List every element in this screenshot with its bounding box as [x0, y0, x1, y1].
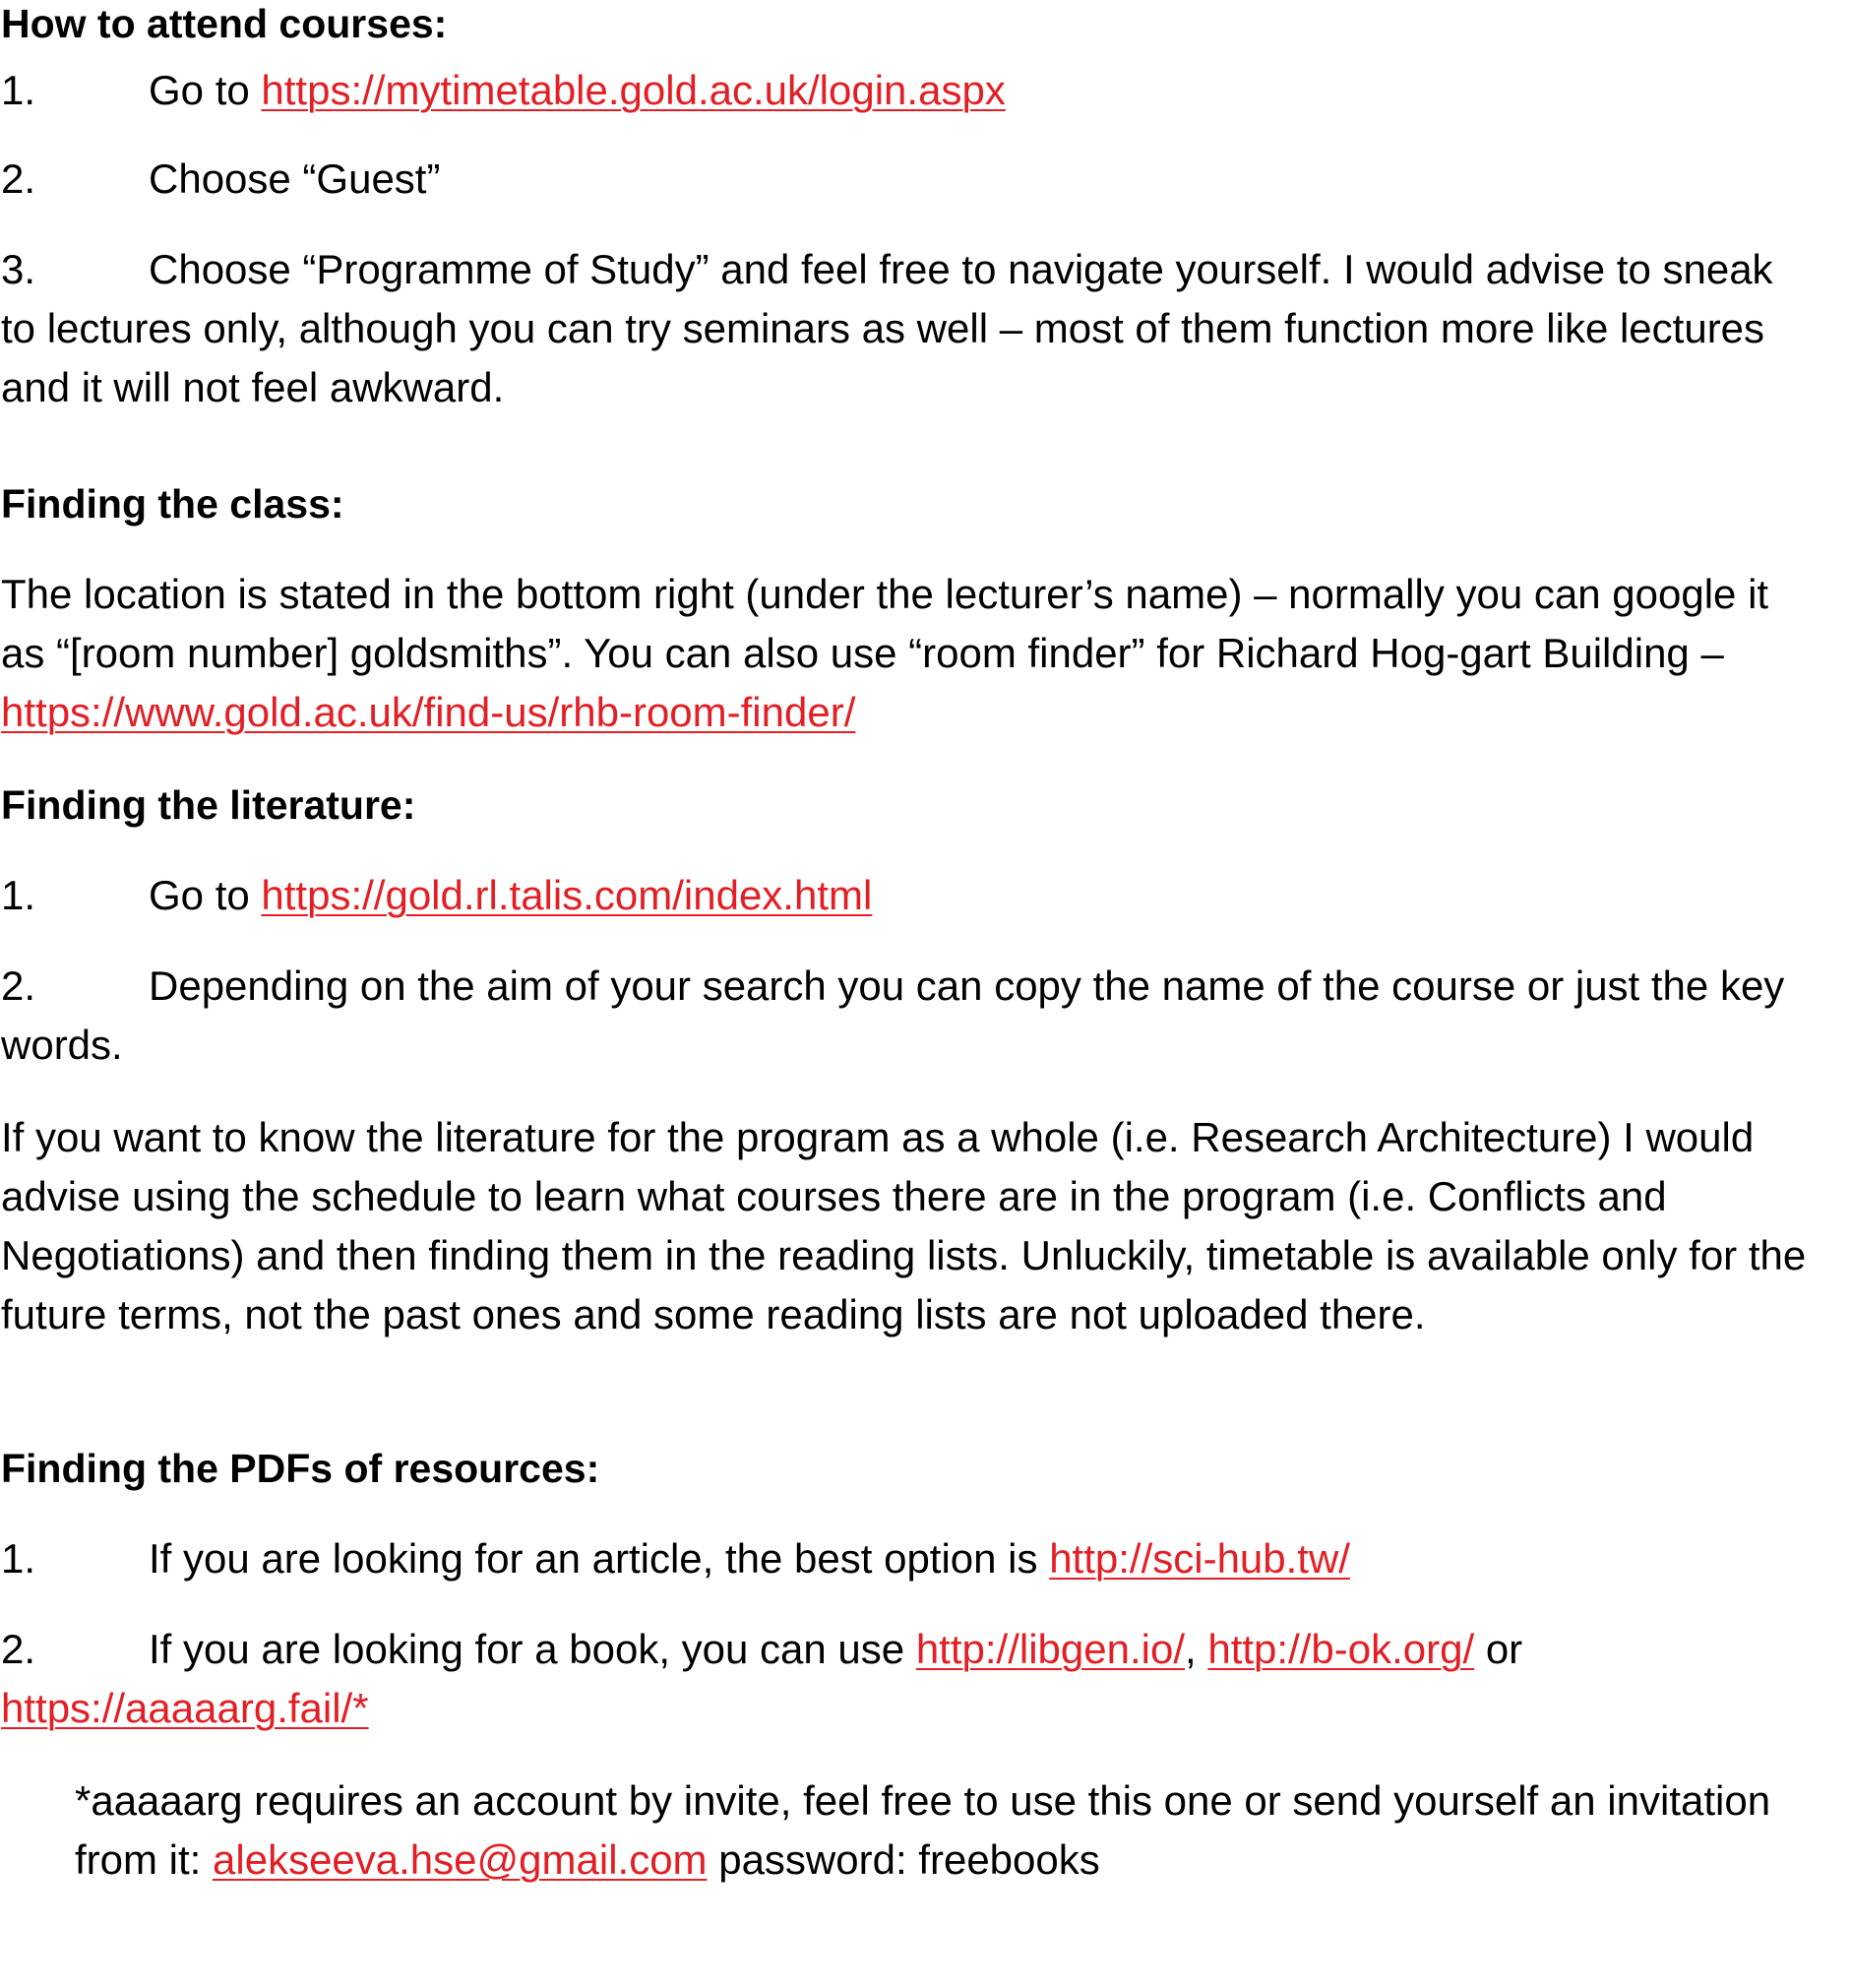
step-number: 1. — [1, 67, 36, 113]
step-text: If you are looking for a book, you can use — [149, 1626, 916, 1672]
mytimetable-link[interactable]: https://mytimetable.gold.ac.uk/login.aspx — [261, 67, 1006, 113]
talis-link[interactable]: https://gold.rl.talis.com/index.html — [261, 872, 873, 918]
attend-step-2 — [1, 150, 1831, 209]
b-ok-link[interactable]: http://b-ok.org/ — [1207, 1626, 1475, 1672]
step-number: 2. — [1, 1626, 36, 1672]
step-number: 1. — [1, 1535, 36, 1582]
attend-step-3 — [1, 240, 1812, 417]
step-number: 2. — [1, 155, 36, 202]
step-text: Choose “Programme of Study” and feel free to navigate yourself. I would advise to sneak to lectures only, although you can try seminars as well – most of them function more like lectures and it will not feel awkward. — [1, 246, 1773, 410]
literature-step-1 — [1, 866, 1831, 925]
class-paragraph — [1, 565, 1807, 742]
step-text: Go to — [149, 67, 262, 113]
literature-step-2 — [1, 957, 1821, 1075]
step-number: 3. — [1, 246, 36, 292]
room-finder-link[interactable]: https://www.gold.ac.uk/find-us/rhb-room-finder/ — [1, 689, 856, 735]
heading-finding-class: Finding the class: — [1, 481, 344, 527]
heading-finding-literature: Finding the literature: — [1, 782, 416, 828]
step-text: If you are looking for an article, the best option is — [149, 1535, 1050, 1582]
literature-paragraph: If you want to know the literature for the program as a whole (i.e. Research Architecture) I would advise using the schedule to learn what courses there are in the program (i.e. Conflicts and Negotiations) and then finding them in the reading lists. Unluckily, timetable is available only for the future terms, not the past ones and some reading lists are not uploaded there. — [1, 1114, 1807, 1337]
heading-finding-pdfs: Finding the PDFs of resources: — [1, 1446, 600, 1491]
link-separator: , — [1185, 1626, 1208, 1672]
step-text: Go to — [149, 872, 262, 918]
email-link[interactable]: alekseeva.hse@gmail.com — [213, 1836, 708, 1883]
sci-hub-link[interactable]: http://sci-hub.tw/ — [1049, 1535, 1350, 1582]
aaaaarg-note — [75, 1771, 1826, 1890]
step-number: 2. — [1, 963, 36, 1009]
password-text: password: freebooks — [707, 1836, 1100, 1883]
pdfs-step-1 — [1, 1529, 1831, 1588]
or-text: or — [1474, 1626, 1523, 1672]
attend-step-1 — [1, 61, 1831, 120]
libgen-link[interactable]: http://libgen.io/ — [915, 1626, 1185, 1672]
heading-attend-courses: How to attend courses: — [1, 1, 448, 46]
step-text: Choose “Guest” — [149, 155, 441, 202]
step-text: Depending on the aim of your search you can copy the name of the course or just the key words. — [1, 963, 1785, 1068]
step-number: 1. — [1, 872, 36, 918]
class-text: The location is stated in the bottom right (under the lecturer’s name) – normally you can google it as “[room number] goldsmiths”. You can also use “room finder” for Richard Hog-gart Building – — [1, 571, 1769, 676]
note-text: *aaaaarg requires an account by invite, feel free to use this one or send yourself an invitation from it: — [75, 1777, 1771, 1883]
aaaaarg-link[interactable]: https://aaaaarg.fail/* — [1, 1685, 369, 1731]
pdfs-step-2 — [1, 1620, 1733, 1738]
